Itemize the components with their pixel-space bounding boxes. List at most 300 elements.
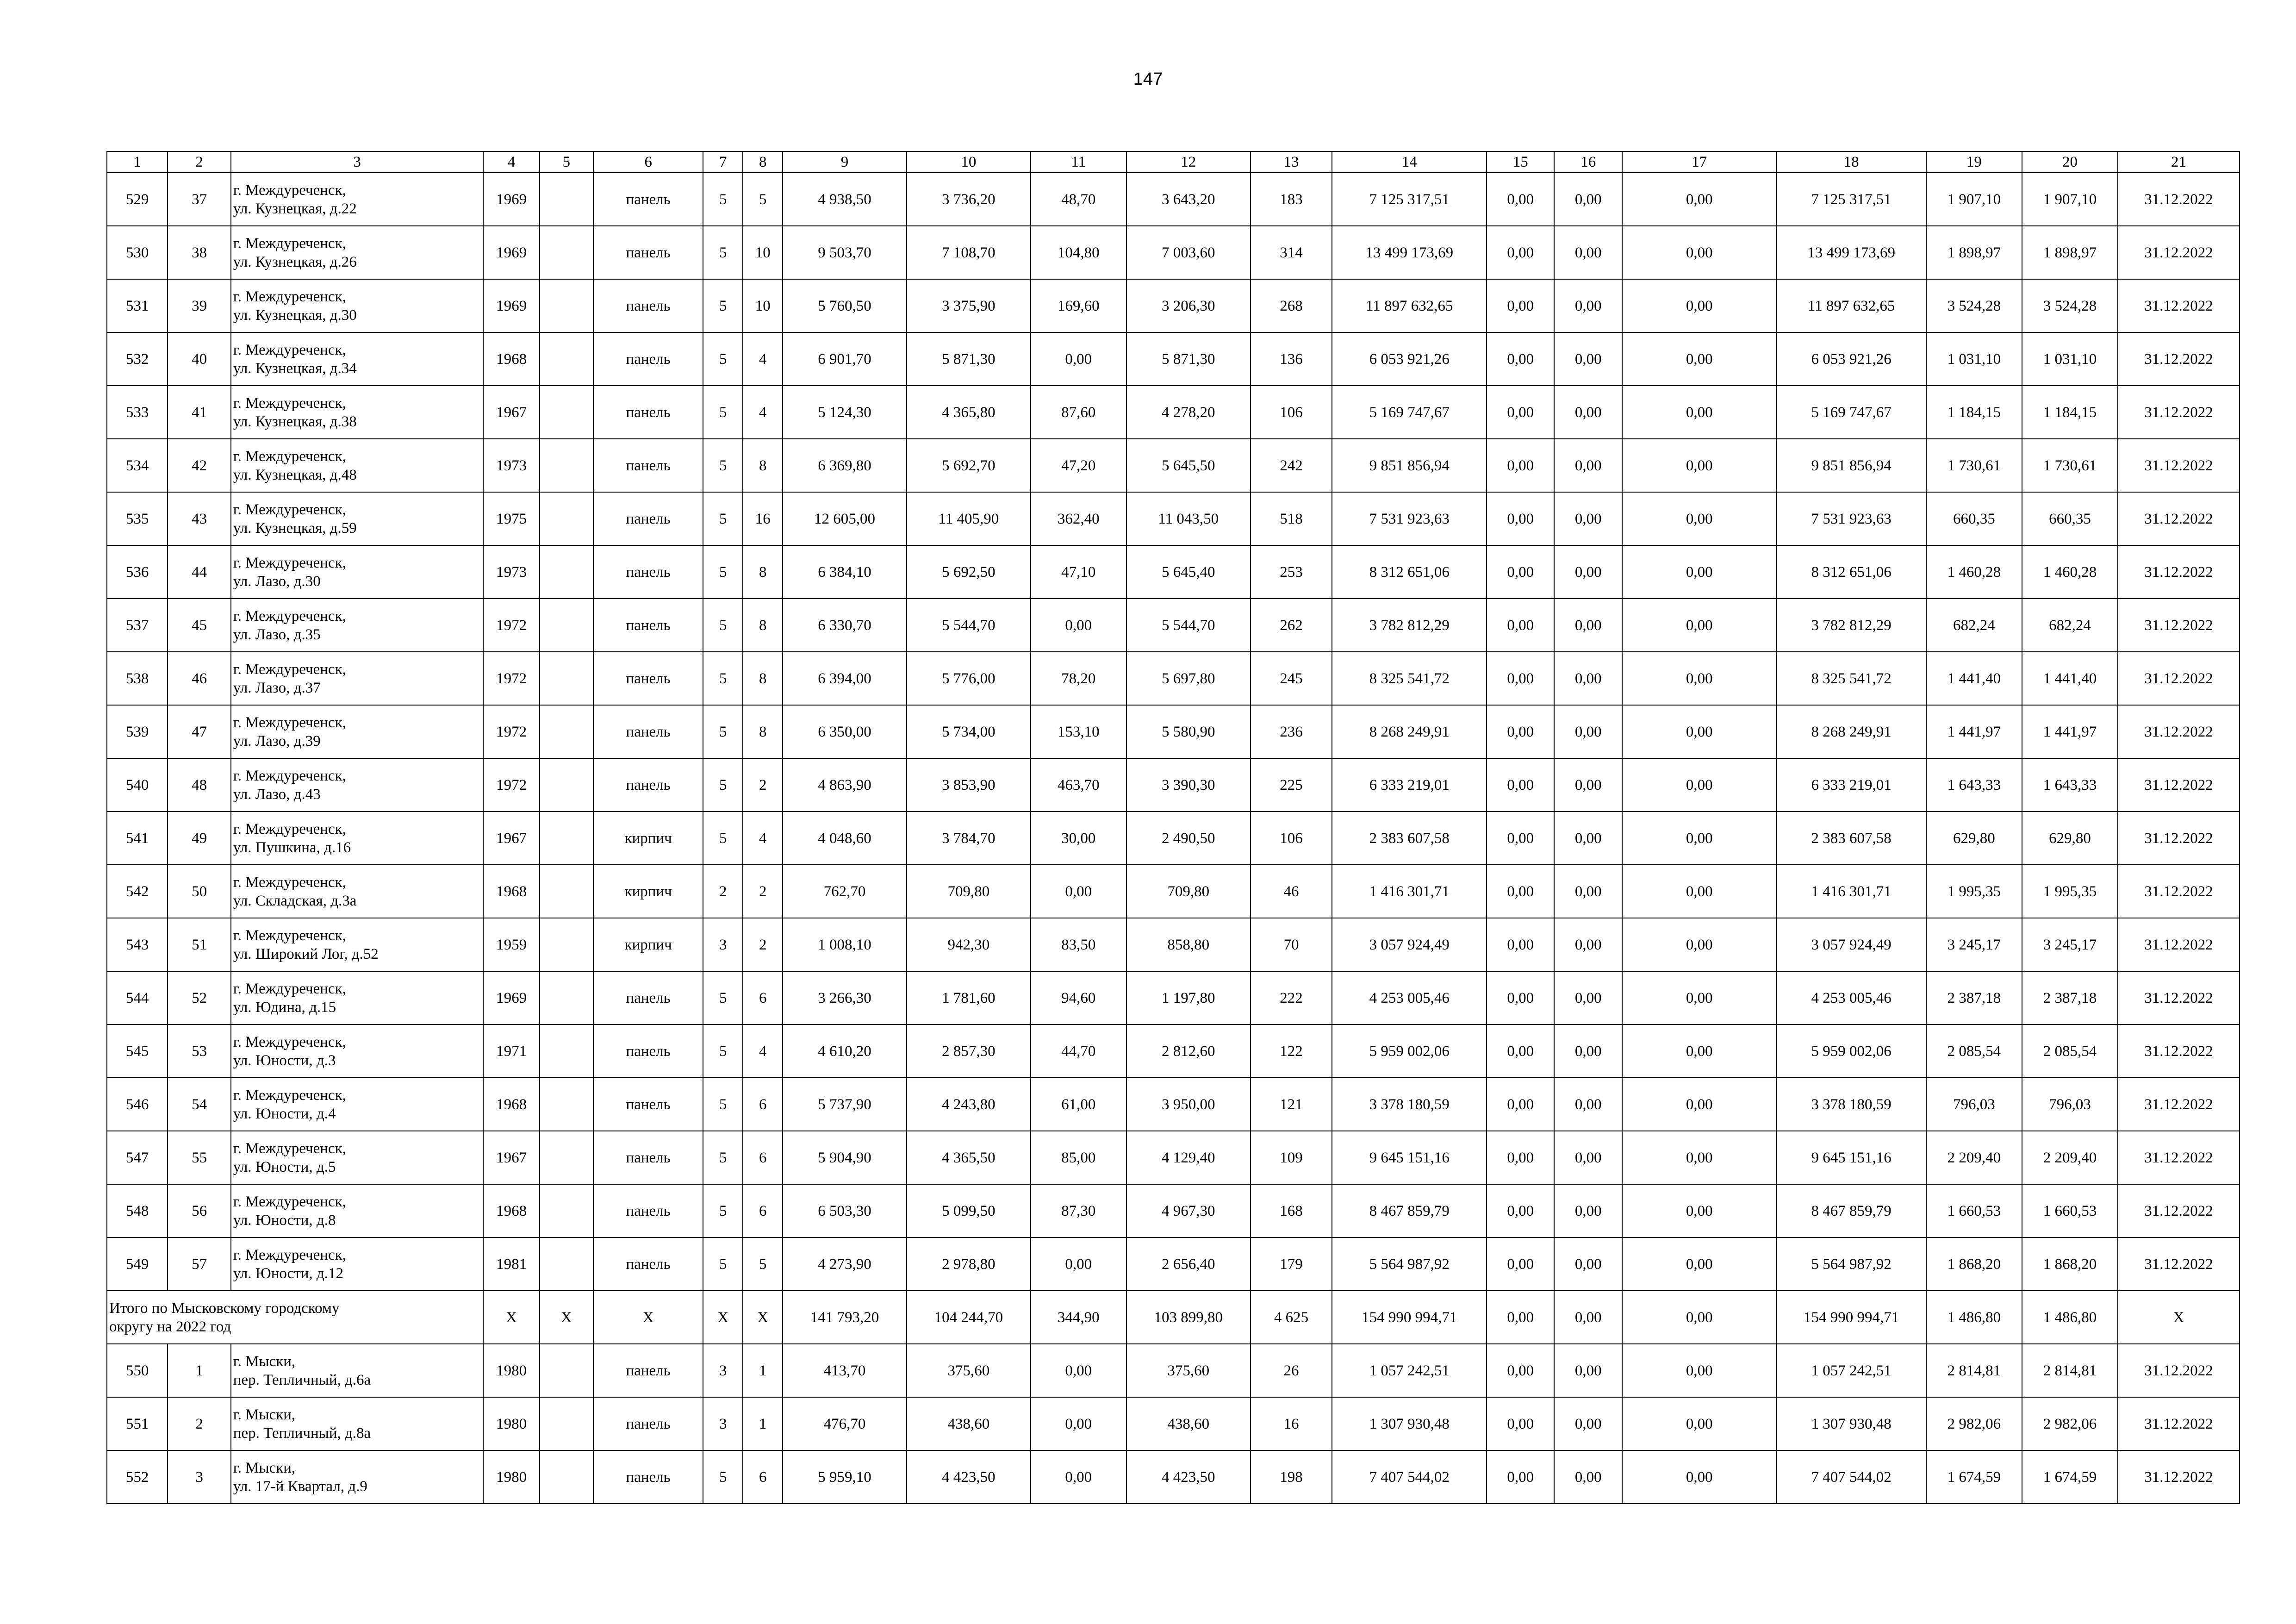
cell-col-6: X (593, 1291, 703, 1344)
cell-col-15: 0,00 (1487, 1397, 1555, 1450)
cell-col-19: 1 660,53 (1926, 1184, 2022, 1237)
cell-col-16: 0,00 (1554, 279, 1622, 332)
table-row (107, 173, 2240, 226)
cell-col-7: 5 (703, 332, 743, 386)
cell-col-6: панель (593, 386, 703, 439)
cell-col-9: 6 503,30 (783, 1184, 907, 1237)
cell-col-19: 1 184,15 (1926, 386, 2022, 439)
cell-col-15: 0,00 (1487, 386, 1555, 439)
cell-col-8: 8 (743, 652, 783, 705)
cell-col-7: 2 (703, 865, 743, 918)
cell-address (231, 1237, 484, 1291)
cell-col-12: 2 490,50 (1126, 812, 1251, 865)
cell-col-16: 0,00 (1554, 173, 1622, 226)
cell-col-20: 1 184,15 (2022, 386, 2118, 439)
cell-col-8: 10 (743, 226, 783, 279)
cell-col-17: 0,00 (1622, 918, 1776, 971)
address-line: г. Междуреченск, (233, 1033, 346, 1050)
address-line: ул. Лазо, д.37 (233, 679, 321, 696)
cell-col-7: 5 (703, 652, 743, 705)
cell-col-2: 38 (168, 226, 230, 279)
table-row (107, 1344, 2240, 1397)
cell-col-14: 3 057 924,49 (1332, 918, 1486, 971)
cell-col-12: 709,80 (1126, 865, 1251, 918)
cell-col-14: 8 268 249,91 (1332, 705, 1486, 758)
cell-col-15: 0,00 (1487, 226, 1555, 279)
cell-col-13: 245 (1251, 652, 1332, 705)
cell-col-21: 31.12.2022 (2118, 812, 2240, 865)
cell-col-9: 4 610,20 (783, 1024, 907, 1078)
cell-col-4: 1969 (483, 971, 539, 1024)
cell-col-7: 5 (703, 279, 743, 332)
cell-col-16: 0,00 (1554, 1078, 1622, 1131)
cell-col-11: 0,00 (1031, 1450, 1126, 1504)
cell-address (231, 226, 484, 279)
cell-col-15: 0,00 (1487, 279, 1555, 332)
cell-col-4: 1969 (483, 279, 539, 332)
table-row (107, 1184, 2240, 1237)
cell-col-2: 45 (168, 599, 230, 652)
cell-address (231, 1184, 484, 1237)
cell-col-13: 198 (1251, 1450, 1332, 1504)
cell-col-20: 1 995,35 (2022, 865, 2118, 918)
cell-col-19: 1 907,10 (1926, 173, 2022, 226)
cell-col-8: 8 (743, 545, 783, 599)
cell-col-9: 762,70 (783, 865, 907, 918)
cell-col-2: 55 (168, 1131, 230, 1184)
cell-col-11: 0,00 (1031, 1237, 1126, 1291)
cell-col-19: 1 441,97 (1926, 705, 2022, 758)
cell-col-19: 1 441,40 (1926, 652, 2022, 705)
cell-col-17: 0,00 (1622, 1024, 1776, 1078)
cell-col-17: 0,00 (1622, 386, 1776, 439)
cell-col-20: 1 441,97 (2022, 705, 2118, 758)
cell-col-20: 1 868,20 (2022, 1237, 2118, 1291)
column-header-11: 11 (1031, 151, 1126, 173)
cell-col-14: 6 333 219,01 (1332, 758, 1486, 812)
cell-col-16: 0,00 (1554, 332, 1622, 386)
cell-col-13: 106 (1251, 386, 1332, 439)
address-line: ул. Пушкина, д.16 (233, 839, 351, 856)
cell-col-4: 1972 (483, 705, 539, 758)
cell-col-6: кирпич (593, 812, 703, 865)
cell-col-4: 1972 (483, 758, 539, 812)
cell-col-12: 3 206,30 (1126, 279, 1251, 332)
cell-col-1: 536 (107, 545, 168, 599)
cell-col-7: 5 (703, 226, 743, 279)
cell-col-21: 31.12.2022 (2118, 1024, 2240, 1078)
cell-col-8: 8 (743, 439, 783, 492)
cell-col-8: 2 (743, 758, 783, 812)
total-label-line: округу на 2022 год (109, 1318, 231, 1335)
table-row (107, 1078, 2240, 1131)
cell-col-14: 1 416 301,71 (1332, 865, 1486, 918)
cell-col-17: 0,00 (1622, 545, 1776, 599)
cell-col-9: 5 760,50 (783, 279, 907, 332)
address-line: ул. Кузнецкая, д.48 (233, 466, 357, 483)
cell-col-12: 5 645,40 (1126, 545, 1251, 599)
cell-address (231, 652, 484, 705)
cell-col-10: 7 108,70 (907, 226, 1031, 279)
cell-address (231, 279, 484, 332)
cell-col-20: 2 387,18 (2022, 971, 2118, 1024)
cell-col-4: 1973 (483, 439, 539, 492)
column-header-10: 10 (907, 151, 1031, 173)
cell-col-21: 31.12.2022 (2118, 1397, 2240, 1450)
address-line: г. Междуреченск, (233, 235, 346, 252)
cell-col-19: 1 674,59 (1926, 1450, 2022, 1504)
cell-col-14: 1 057 242,51 (1332, 1344, 1486, 1397)
cell-col-19: 1 486,80 (1926, 1291, 2022, 1344)
cell-col-9: 4 273,90 (783, 1237, 907, 1291)
cell-col-4: 1980 (483, 1397, 539, 1450)
cell-col-10: 11 405,90 (907, 492, 1031, 545)
table-body (107, 173, 2240, 1504)
cell-col-8: 6 (743, 1131, 783, 1184)
cell-col-8: 8 (743, 705, 783, 758)
cell-col-6: панель (593, 1237, 703, 1291)
cell-col-20: 1 460,28 (2022, 545, 2118, 599)
cell-col-17: 0,00 (1622, 1397, 1776, 1450)
cell-col-8: 8 (743, 599, 783, 652)
cell-col-20: 1 898,97 (2022, 226, 2118, 279)
table-row (107, 386, 2240, 439)
cell-col-15: 0,00 (1487, 492, 1555, 545)
table-row (107, 332, 2240, 386)
cell-col-6: панель (593, 599, 703, 652)
cell-col-9: 3 266,30 (783, 971, 907, 1024)
cell-col-16: 0,00 (1554, 705, 1622, 758)
address-line: ул. Лазо, д.39 (233, 732, 321, 750)
address-line: ул. Кузнецкая, д.59 (233, 519, 357, 537)
cell-col-18: 7 125 317,51 (1776, 173, 1926, 226)
cell-col-6: панель (593, 439, 703, 492)
cell-col-18: 3 057 924,49 (1776, 918, 1926, 971)
cell-col-11: 0,00 (1031, 1397, 1126, 1450)
cell-col-15: 0,00 (1487, 652, 1555, 705)
cell-col-21: 31.12.2022 (2118, 865, 2240, 918)
table-row (107, 1131, 2240, 1184)
address-line: ул. Кузнецкая, д.30 (233, 306, 357, 324)
cell-col-4: 1980 (483, 1450, 539, 1504)
cell-col-17: 0,00 (1622, 1078, 1776, 1131)
cell-col-17: 0,00 (1622, 865, 1776, 918)
cell-col-12: 1 197,80 (1126, 971, 1251, 1024)
cell-col-6: панель (593, 492, 703, 545)
cell-col-10: 5 692,70 (907, 439, 1031, 492)
column-header-13: 13 (1251, 151, 1332, 173)
cell-col-4: 1967 (483, 386, 539, 439)
cell-col-6: кирпич (593, 918, 703, 971)
cell-col-8: 16 (743, 492, 783, 545)
cell-address (231, 918, 484, 971)
address-line: г. Междуреченск, (233, 181, 346, 199)
address-line: ул. Широкий Лог, д.52 (233, 945, 379, 962)
cell-col-21: 31.12.2022 (2118, 971, 2240, 1024)
cell-col-15: 0,00 (1487, 1184, 1555, 1237)
cell-col-21: 31.12.2022 (2118, 492, 2240, 545)
cell-col-21: 31.12.2022 (2118, 599, 2240, 652)
address-line: г. Междуреченск, (233, 980, 346, 997)
address-line: г. Междуреченск, (233, 1246, 346, 1263)
cell-col-20: 1 643,33 (2022, 758, 2118, 812)
cell-col-13: 253 (1251, 545, 1332, 599)
cell-col-18: 8 467 859,79 (1776, 1184, 1926, 1237)
cell-col-1: 531 (107, 279, 168, 332)
cell-col-15: 0,00 (1487, 918, 1555, 971)
cell-col-4: 1975 (483, 492, 539, 545)
cell-col-16: 0,00 (1554, 1450, 1622, 1504)
cell-col-11: 44,70 (1031, 1024, 1126, 1078)
address-line: г. Мыски, (233, 1406, 296, 1423)
table-row (107, 971, 2240, 1024)
cell-col-4: 1968 (483, 332, 539, 386)
cell-col-11: 87,30 (1031, 1184, 1126, 1237)
cell-col-18: 3 378 180,59 (1776, 1078, 1926, 1131)
cell-col-18: 6 333 219,01 (1776, 758, 1926, 812)
column-header-14: 14 (1332, 151, 1486, 173)
cell-col-6: панель (593, 758, 703, 812)
cell-col-11: 0,00 (1031, 599, 1126, 652)
cell-col-19: 1 031,10 (1926, 332, 2022, 386)
cell-col-12: 5 580,90 (1126, 705, 1251, 758)
cell-col-15: 0,00 (1487, 332, 1555, 386)
address-line: ул. Лазо, д.30 (233, 573, 321, 590)
cell-col-19: 2 085,54 (1926, 1024, 2022, 1078)
cell-col-19: 2 814,81 (1926, 1344, 2022, 1397)
cell-col-16: 0,00 (1554, 599, 1622, 652)
cell-address (231, 173, 484, 226)
address-line: г. Междуреченск, (233, 1193, 346, 1210)
cell-col-20: 2 209,40 (2022, 1131, 2118, 1184)
cell-col-2: 54 (168, 1078, 230, 1131)
cell-col-10: 5 871,30 (907, 332, 1031, 386)
cell-col-20: 3 524,28 (2022, 279, 2118, 332)
table-row (107, 1397, 2240, 1450)
cell-col-9: 6 901,70 (783, 332, 907, 386)
cell-col-9: 476,70 (783, 1397, 907, 1450)
cell-col-1: 543 (107, 918, 168, 971)
column-header-15: 15 (1487, 151, 1555, 173)
cell-col-18: 5 564 987,92 (1776, 1237, 1926, 1291)
cell-col-8: 2 (743, 918, 783, 971)
cell-col-17: 0,00 (1622, 1344, 1776, 1397)
cell-col-7: 5 (703, 705, 743, 758)
cell-col-7: 3 (703, 1397, 743, 1450)
cell-col-5 (540, 812, 593, 865)
cell-col-10: 709,80 (907, 865, 1031, 918)
address-line: г. Междуреченск, (233, 394, 346, 412)
cell-col-12: 5 871,30 (1126, 332, 1251, 386)
cell-col-13: 314 (1251, 226, 1332, 279)
cell-col-20: 1 674,59 (2022, 1450, 2118, 1504)
total-label (107, 1291, 483, 1344)
cell-col-5 (540, 226, 593, 279)
column-header-18: 18 (1776, 151, 1926, 173)
cell-address (231, 599, 484, 652)
cell-col-1: 537 (107, 599, 168, 652)
cell-col-4: 1969 (483, 226, 539, 279)
cell-col-1: 539 (107, 705, 168, 758)
cell-col-18: 1 307 930,48 (1776, 1397, 1926, 1450)
cell-col-13: 222 (1251, 971, 1332, 1024)
cell-col-9: 413,70 (783, 1344, 907, 1397)
cell-col-11: 362,40 (1031, 492, 1126, 545)
cell-col-9: 6 384,10 (783, 545, 907, 599)
cell-col-14: 13 499 173,69 (1332, 226, 1486, 279)
cell-col-8: 6 (743, 971, 783, 1024)
cell-col-16: 0,00 (1554, 1291, 1622, 1344)
cell-col-11: 104,80 (1031, 226, 1126, 279)
table-row (107, 279, 2240, 332)
cell-col-10: 4 423,50 (907, 1450, 1031, 1504)
table-row (107, 1237, 2240, 1291)
cell-col-18: 154 990 994,71 (1776, 1291, 1926, 1344)
cell-col-9: 5 124,30 (783, 386, 907, 439)
address-line: г. Междуреченск, (233, 874, 346, 891)
cell-col-21: 31.12.2022 (2118, 173, 2240, 226)
cell-col-1: 552 (107, 1450, 168, 1504)
cell-col-19: 682,24 (1926, 599, 2022, 652)
address-line: ул. 17-й Квартал, д.9 (233, 1478, 367, 1495)
cell-col-12: 3 643,20 (1126, 173, 1251, 226)
cell-col-13: 183 (1251, 173, 1332, 226)
cell-col-6: панель (593, 332, 703, 386)
column-header-19: 19 (1926, 151, 2022, 173)
cell-col-1: 538 (107, 652, 168, 705)
cell-col-11: 0,00 (1031, 865, 1126, 918)
cell-col-10: 1 781,60 (907, 971, 1031, 1024)
cell-col-14: 9 851 856,94 (1332, 439, 1486, 492)
address-line: г. Междуреченск, (233, 554, 346, 571)
cell-col-1: 544 (107, 971, 168, 1024)
cell-col-13: 122 (1251, 1024, 1332, 1078)
cell-address (231, 332, 484, 386)
cell-col-6: панель (593, 971, 703, 1024)
cell-col-1: 550 (107, 1344, 168, 1397)
cell-address (231, 1078, 484, 1131)
cell-col-14: 3 378 180,59 (1332, 1078, 1486, 1131)
cell-col-8: 6 (743, 1450, 783, 1504)
cell-col-14: 1 307 930,48 (1332, 1397, 1486, 1450)
cell-col-7: 5 (703, 1450, 743, 1504)
cell-col-15: 0,00 (1487, 1237, 1555, 1291)
cell-col-16: 0,00 (1554, 1344, 1622, 1397)
cell-col-21: X (2118, 1291, 2240, 1344)
cell-col-10: 2 978,80 (907, 1237, 1031, 1291)
cell-col-16: 0,00 (1554, 1397, 1622, 1450)
cell-col-10: 5 776,00 (907, 652, 1031, 705)
cell-col-13: 518 (1251, 492, 1332, 545)
cell-col-18: 11 897 632,65 (1776, 279, 1926, 332)
cell-col-11: 48,70 (1031, 173, 1126, 226)
cell-col-10: 4 243,80 (907, 1078, 1031, 1131)
cell-col-16: 0,00 (1554, 812, 1622, 865)
cell-col-16: 0,00 (1554, 865, 1622, 918)
column-header-5: 5 (540, 151, 593, 173)
cell-col-16: 0,00 (1554, 492, 1622, 545)
cell-col-20: 1 660,53 (2022, 1184, 2118, 1237)
cell-col-14: 7 531 923,63 (1332, 492, 1486, 545)
cell-col-9: 6 350,00 (783, 705, 907, 758)
cell-col-21: 31.12.2022 (2118, 1184, 2240, 1237)
cell-address (231, 492, 484, 545)
cell-col-13: 168 (1251, 1184, 1332, 1237)
cell-col-5 (540, 1078, 593, 1131)
cell-col-17: 0,00 (1622, 652, 1776, 705)
cell-col-1: 535 (107, 492, 168, 545)
cell-col-14: 6 053 921,26 (1332, 332, 1486, 386)
cell-col-1: 547 (107, 1131, 168, 1184)
cell-col-2: 37 (168, 173, 230, 226)
cell-col-1: 533 (107, 386, 168, 439)
cell-col-17: 0,00 (1622, 332, 1776, 386)
cell-col-6: панель (593, 279, 703, 332)
cell-col-12: 103 899,80 (1126, 1291, 1251, 1344)
cell-col-19: 660,35 (1926, 492, 2022, 545)
cell-col-15: 0,00 (1487, 1131, 1555, 1184)
cell-col-1: 551 (107, 1397, 168, 1450)
cell-col-13: 136 (1251, 332, 1332, 386)
cell-col-20: 1 730,61 (2022, 439, 2118, 492)
cell-col-15: 0,00 (1487, 971, 1555, 1024)
cell-col-20: 3 245,17 (2022, 918, 2118, 971)
cell-col-1: 541 (107, 812, 168, 865)
cell-col-7: 5 (703, 1131, 743, 1184)
column-number-header (107, 151, 2240, 173)
cell-col-14: 4 253 005,46 (1332, 971, 1486, 1024)
cell-col-2: 40 (168, 332, 230, 386)
cell-col-1: 542 (107, 865, 168, 918)
cell-col-6: панель (593, 1131, 703, 1184)
address-line: ул. Юдина, д.15 (233, 999, 336, 1016)
cell-col-20: 660,35 (2022, 492, 2118, 545)
cell-col-5 (540, 492, 593, 545)
cell-col-14: 154 990 994,71 (1332, 1291, 1486, 1344)
cell-address (231, 1397, 484, 1450)
cell-col-10: 104 244,70 (907, 1291, 1031, 1344)
cell-col-12: 858,80 (1126, 918, 1251, 971)
cell-address (231, 758, 484, 812)
cell-col-12: 3 390,30 (1126, 758, 1251, 812)
cell-col-7: 5 (703, 492, 743, 545)
cell-col-15: 0,00 (1487, 865, 1555, 918)
cell-col-20: 1 486,80 (2022, 1291, 2118, 1344)
cell-col-7: 5 (703, 1184, 743, 1237)
cell-col-13: 262 (1251, 599, 1332, 652)
cell-col-21: 31.12.2022 (2118, 226, 2240, 279)
cell-col-7: 5 (703, 1024, 743, 1078)
cell-col-18: 1 416 301,71 (1776, 865, 1926, 918)
cell-col-11: 30,00 (1031, 812, 1126, 865)
cell-col-9: 6 330,70 (783, 599, 907, 652)
column-header-1: 1 (107, 151, 168, 173)
cell-address (231, 1344, 484, 1397)
cell-col-18: 5 959 002,06 (1776, 1024, 1926, 1078)
cell-col-12: 2 812,60 (1126, 1024, 1251, 1078)
address-line: ул. Юности, д.3 (233, 1052, 336, 1069)
cell-col-19: 1 730,61 (1926, 439, 2022, 492)
cell-col-6: панель (593, 652, 703, 705)
cell-col-9: 12 605,00 (783, 492, 907, 545)
cell-col-5 (540, 865, 593, 918)
cell-col-21: 31.12.2022 (2118, 918, 2240, 971)
cell-col-17: 0,00 (1622, 705, 1776, 758)
cell-col-10: 438,60 (907, 1397, 1031, 1450)
cell-address (231, 386, 484, 439)
cell-col-9: 5 904,90 (783, 1131, 907, 1184)
address-line: г. Междуреченск, (233, 448, 346, 465)
